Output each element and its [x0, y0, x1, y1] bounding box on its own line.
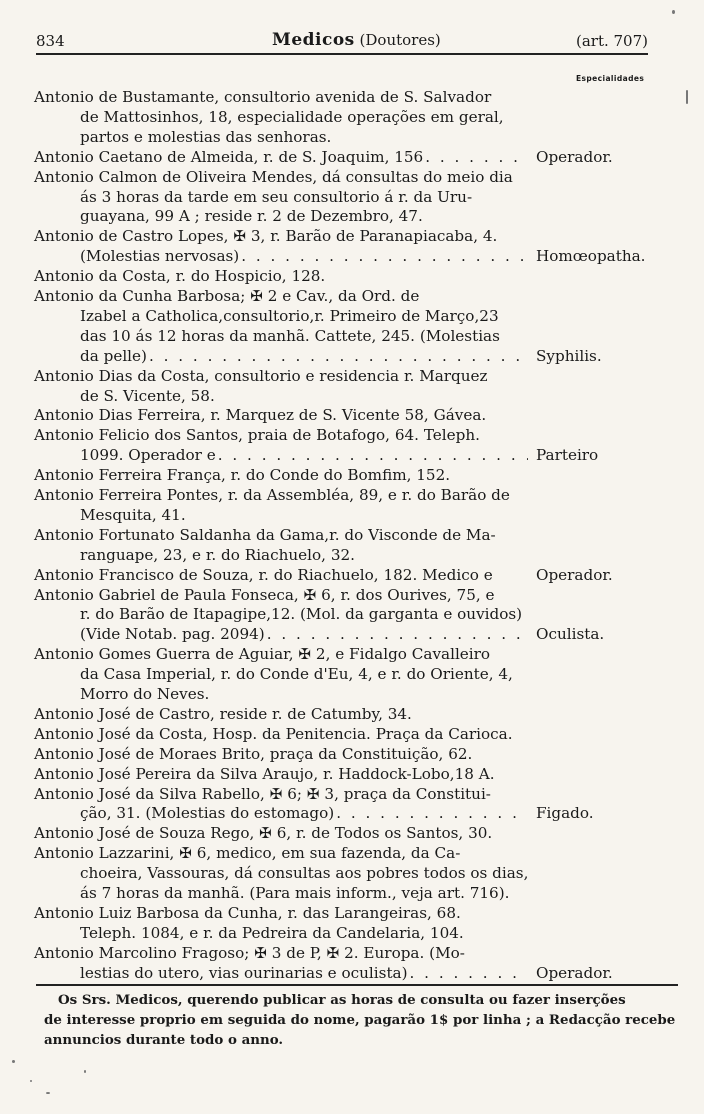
entry-line: Antonio José de Souza Rego, ✠ 6, r. de Todos os Santos, 30. — [34, 824, 493, 843]
entry-line: Antonio Felicio dos Santos, praia de Botafogo, 64. Teleph. — [34, 426, 480, 445]
entry-continuation-line: ás 3 horas da tarde em seu consultorio á r. da Uru- — [80, 187, 473, 206]
entry-text: (Vide Notab. pag. 2094) — [80, 625, 265, 644]
entry-line: Antonio Lazzarini, ✠ 6, medico, em sua fazenda, da Ca- — [34, 844, 461, 863]
entry-line: Antonio Dias Ferreira, r. Marquez de S. Vicente 58, Gávea. — [34, 406, 487, 425]
footnote-line: de interesse proprio em seguida do nome, pagarão 1$ por linha ; a Redacção recebe — [44, 1012, 676, 1028]
specialty-label: Homœopatha. — [536, 247, 646, 266]
dot-leader — [334, 803, 528, 823]
dot-leader — [216, 445, 528, 465]
entry-line: Antonio Marcolino Fragoso; ✠ 3 de P, ✠ 2. Europa. (Mo- — [34, 943, 465, 962]
entry-continuation-line — [80, 803, 528, 823]
entry-continuation-line: ranguape, 23, e r. do Riachuelo, 32. — [80, 545, 355, 564]
entry-continuation-line: choeira, Vassouras, dá consultas aos pobres todos os dias, — [80, 864, 529, 883]
specialties-column-label: Especialidades — [576, 74, 645, 83]
entry-text: 1099. Operador e — [80, 446, 216, 465]
entry-line: Antonio Francisco de Souza, r. do Riachuelo, 182. Medico e — [34, 565, 493, 584]
specialty-label: Operador. — [536, 147, 613, 166]
entry-line: Antonio Luiz Barbosa da Cunha, r. das Larangeiras, 68. — [34, 903, 461, 922]
page-header — [36, 30, 648, 52]
entry-line: Antonio da Cunha Barbosa; ✠ 2 e Cav., da Ord. de — [34, 287, 420, 305]
entry-continuation-line: Teleph. 1084, e r. da Pedreira da Candelaria, 104. — [80, 923, 464, 942]
entry-continuation-line: da Casa Imperial, r. do Conde d'Eu, 4, e r. do Oriente, 4, — [80, 665, 513, 684]
entry-continuation-line: de S. Vicente, 58. — [80, 386, 215, 405]
dot-leader — [265, 624, 528, 644]
dot-leader — [423, 147, 528, 167]
footnote-rule — [36, 984, 678, 986]
entry-line: Antonio José Pereira da Silva Araujo, r. Haddock-Lobo,18 A. — [34, 764, 495, 783]
entry-text: (Molestias nervosas) — [80, 247, 240, 266]
entry-line: Antonio Calmon de Oliveira Mendes, dá consultas do meio dia — [34, 167, 513, 186]
scan-speck — [30, 1080, 32, 1082]
entry-line: Antonio José da Silva Rabello, ✠ 6; ✠ 3, praça da Constitui- — [34, 784, 491, 803]
entry-continuation-line — [80, 246, 528, 266]
header-rule — [36, 53, 648, 55]
entry-line: Antonio Gabriel de Paula Fonseca, ✠ 6, r. dos Ourives, 75, e — [34, 585, 495, 604]
entry-text: da pelle) — [80, 346, 147, 365]
entry-continuation-line — [80, 346, 528, 366]
entry-continuation-line: Izabel a Catholica,consultorio,r. Primeiro de Março,23 — [80, 306, 499, 325]
specialty-label: Operador. — [536, 963, 613, 982]
entry-line: Antonio Gomes Guerra de Aguiar, ✠ 2, e Fidalgo Cavalleiro — [34, 645, 491, 664]
entry-continuation-line: guayana, 99 A ; reside r. 2 de Dezembro, 47. — [80, 207, 423, 226]
scan-speck — [672, 10, 675, 14]
specialty-label: Parteiro — [536, 446, 599, 465]
scan-speck — [84, 1070, 86, 1073]
entry-line: Antonio Ferreira França, r. do Conde do Bomfim, 152. — [34, 466, 451, 485]
entry-continuation-line: das 10 ás 12 horas da manhã. Cattete, 245. (Molestias — [80, 326, 500, 345]
entry-text: ção, 31. (Molestias do estomago) — [80, 804, 335, 823]
specialty-label: Figado. — [536, 804, 594, 823]
entry-line: Antonio da Costa, r. do Hospicio, 128. — [34, 267, 326, 286]
entry-line: Antonio Ferreira Pontes, r. da Assembléa, 89, e r. do Barão de — [34, 486, 510, 504]
entry-continuation-line — [80, 445, 528, 465]
entry-line — [34, 147, 528, 167]
entry-continuation-line: r. do Barão de Itapagipe,12. (Mol. da garganta e ouvidos) — [80, 605, 523, 624]
dot-leader — [147, 346, 528, 366]
running-title-main: Medicos — [272, 30, 355, 50]
entry-continuation-line: Morro do Neves. — [80, 685, 210, 703]
entry-line: Antonio de Bustamante, consultorio avenida de S. Salvador — [34, 88, 492, 106]
entry-continuation-line — [80, 963, 528, 983]
specialty-label: Oculista. — [536, 625, 605, 644]
entry-line: Antonio José de Castro, reside r. de Catumby, 34. — [34, 704, 412, 723]
entry-continuation-line: ás 7 horas da manhã. (Para mais inform., veja art. 716). — [80, 884, 510, 902]
dot-leader — [408, 963, 528, 983]
specialty-label: Operador. — [536, 565, 613, 584]
specialty-label: Syphilis. — [536, 346, 602, 365]
entry-line: Antonio Fortunato Saldanha da Gama,r. do Visconde de Ma- — [34, 525, 496, 544]
footnote-line: Os Srs. Medicos, querendo publicar as horas de consulta ou fazer inserções — [58, 992, 626, 1008]
running-title-sub: (Doutores) — [359, 31, 441, 49]
entry-continuation-line — [80, 624, 528, 644]
scan-speck — [686, 90, 688, 104]
page-number: 834 — [36, 32, 65, 50]
entry-line: Antonio José da Costa, Hosp. da Penitencia. Praça da Carioca. — [34, 724, 513, 743]
entry-text: lestias do utero, vias ourinarias e oculista) — [80, 963, 408, 982]
entry-line: Antonio Dias da Costa, consultorio e residencia r. Marquez — [34, 366, 488, 385]
scan-speck — [46, 1092, 50, 1094]
entry-line: Antonio de Castro Lopes, ✠ 3, r. Barão de Paranapiacaba, 4. — [34, 227, 498, 246]
dot-leader — [239, 246, 528, 266]
entry-text: Antonio Caetano de Almeida, r. de S. Joaquim, 156 — [34, 147, 424, 166]
entry-continuation-line: de Mattosinhos, 18, especialidade operações em geral, — [80, 107, 504, 126]
article-reference: (art. 707) — [575, 32, 648, 50]
entry-line: Antonio José de Moraes Brito, praça da Constituição, 62. — [34, 744, 473, 763]
scan-speck — [12, 1060, 15, 1063]
entry-continuation-line: partos e molestias das senhoras. — [80, 127, 332, 146]
entry-continuation-line: Mesquita, 41. — [80, 505, 186, 524]
running-title — [272, 30, 441, 50]
footnote-line: annuncios durante todo o anno. — [44, 1032, 284, 1048]
